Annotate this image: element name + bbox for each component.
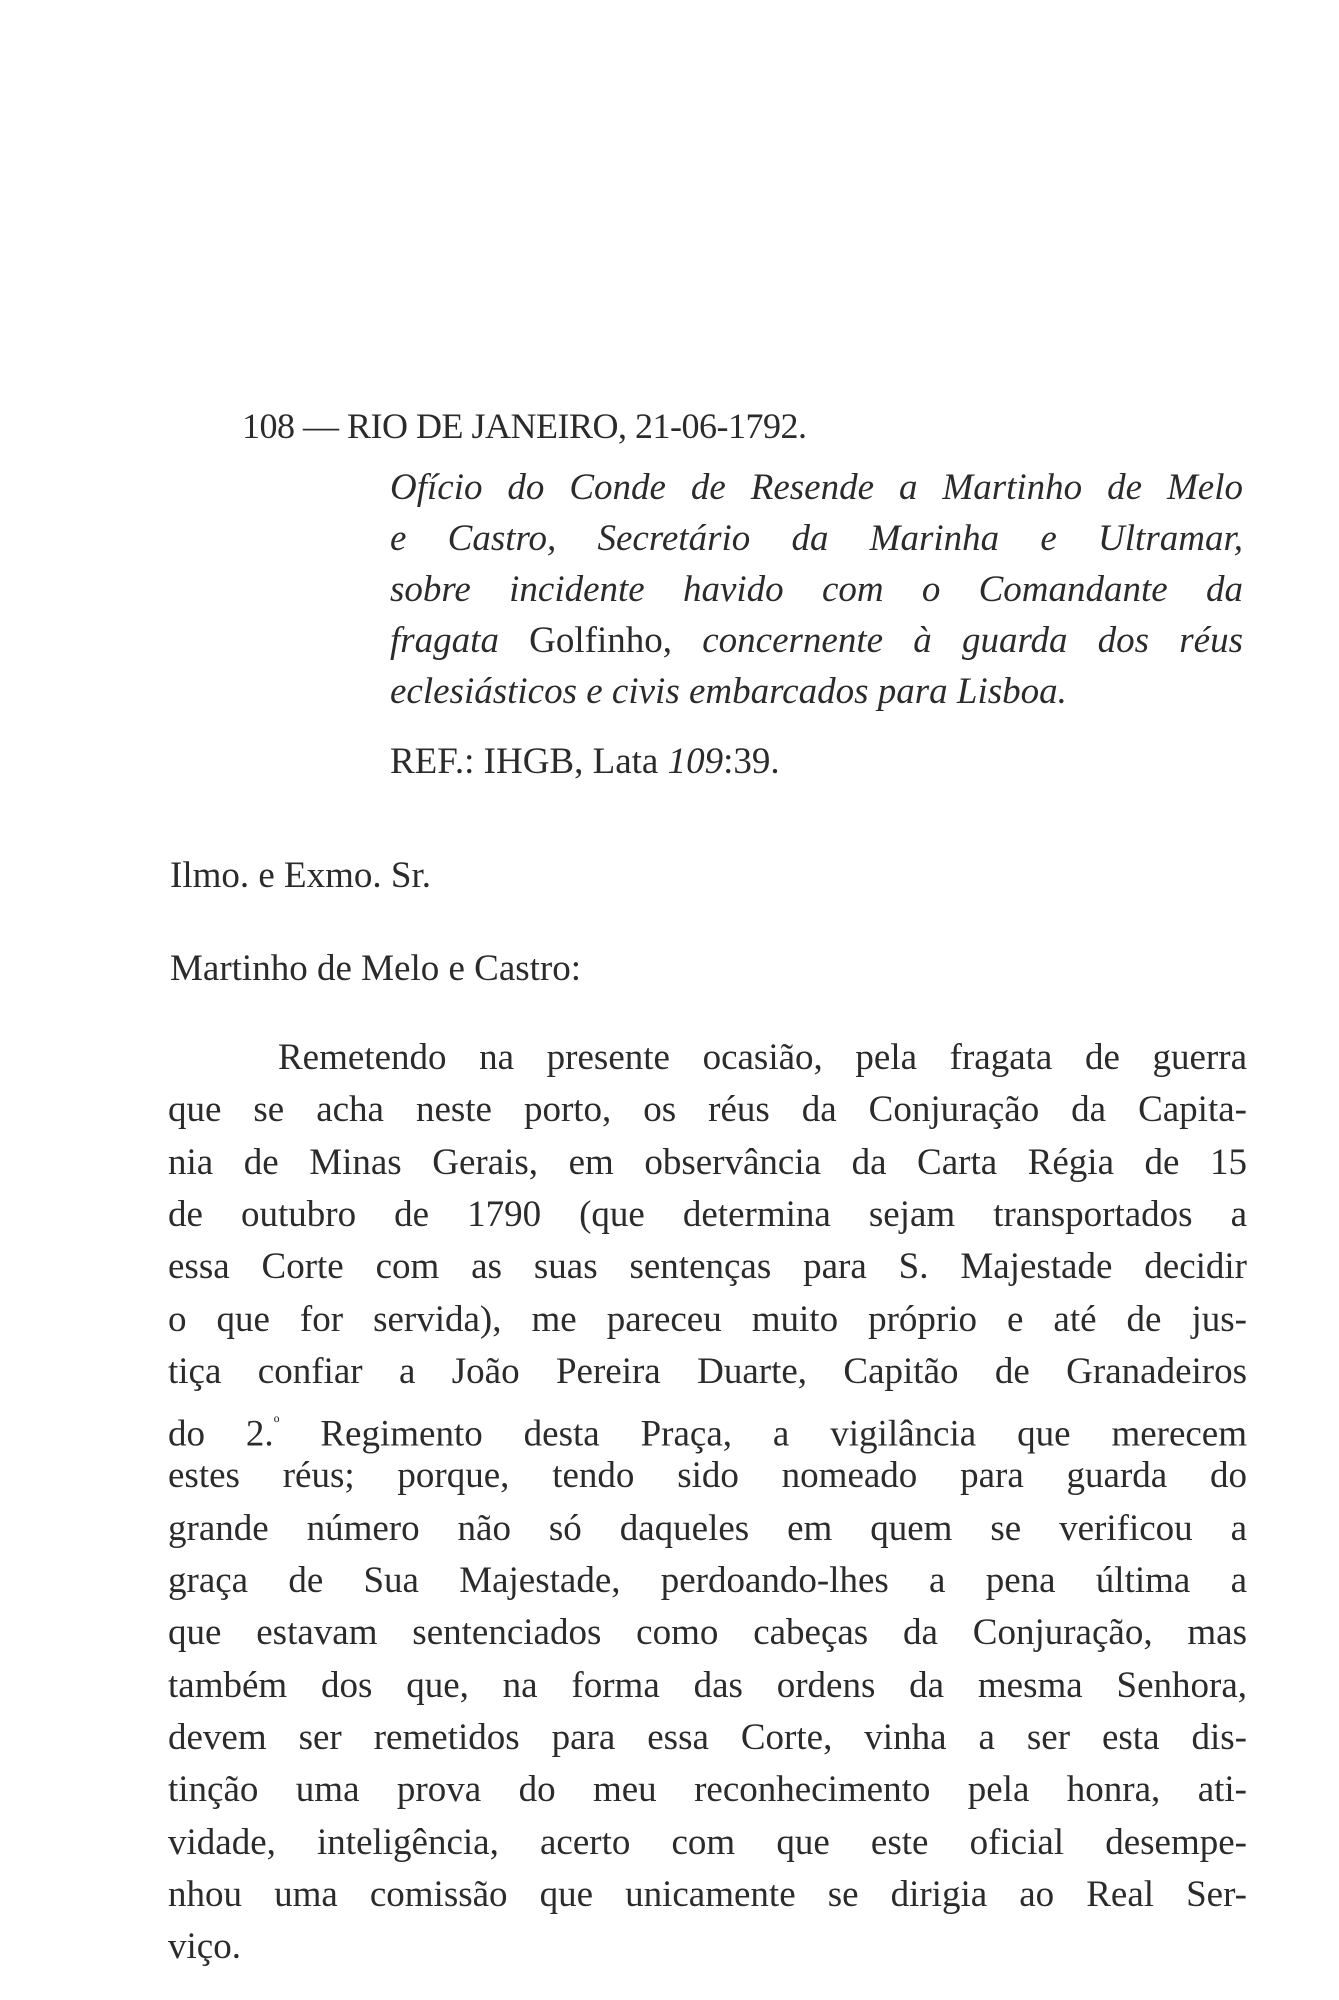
body-line: nia de Minas Gerais, em observância da Carta Régia de 15 bbox=[168, 1141, 1247, 1183]
text-segment: e Castro, Secretário da Marinha e Ultramar, bbox=[390, 518, 1243, 559]
summary-line bbox=[390, 615, 1243, 667]
reference-line bbox=[390, 736, 1243, 788]
text-segment: :39. bbox=[723, 741, 780, 782]
text-segment: Ofício do Conde de Resende a Martinho de Melo bbox=[390, 467, 1243, 508]
body-line: que estavam sentenciados como cabeças da Conjuração, mas bbox=[168, 1612, 1247, 1654]
text-segment: fragata bbox=[390, 620, 530, 661]
body-line: grande número não só daqueles em quem se verificou a bbox=[168, 1507, 1247, 1549]
body-line: de outubro de 1790 (que determina sejam transportados a bbox=[168, 1193, 1247, 1235]
text-segment: concernente à guarda dos réus bbox=[672, 620, 1243, 661]
body-line: essa Corte com as suas sentenças para S. Majestade decidir bbox=[168, 1246, 1247, 1288]
body-line: o que for servida), me pareceu muito próprio e até de jus- bbox=[168, 1298, 1247, 1340]
body-line: devem ser remetidos para essa Corte, vinha a ser esta dis- bbox=[168, 1716, 1247, 1758]
body-line: viço. bbox=[168, 1926, 241, 1968]
body-line: estes réus; porque, tendo sido nomeado para guarda do bbox=[168, 1455, 1247, 1497]
body-line: graça de Sua Majestade, perdoando-lhes a pena última a bbox=[168, 1560, 1247, 1601]
body-line: Remetendo na presente ocasião, pela fragata de guerra bbox=[278, 1037, 1247, 1078]
summary-line bbox=[390, 564, 1243, 616]
text-segment: 109 bbox=[667, 741, 724, 782]
text-segment: REF.: IHGB, Lata bbox=[390, 741, 668, 782]
body-line: vidade, inteligência, acerto com que este oficial desempe- bbox=[168, 1821, 1247, 1863]
body-line: tiça confiar a João Pereira Duarte, Capitão de Granadeiros bbox=[168, 1350, 1247, 1392]
summary-line bbox=[390, 513, 1243, 565]
summary-line bbox=[390, 666, 1243, 718]
text-segment: Golfinho, bbox=[529, 620, 673, 661]
ordinal-mark: º bbox=[273, 1414, 280, 1435]
salutation: Ilmo. e Exmo. Sr. bbox=[170, 855, 432, 896]
addressee: Martinho de Melo e Castro: bbox=[170, 948, 582, 989]
body-line: do 2.$^º$ Regimento desta Praça, a vigilância que merecem bbox=[168, 1413, 1248, 1455]
body-line: tinção uma prova do meu reconhecimento pela honra, ati- bbox=[168, 1769, 1247, 1811]
body-line: também dos que, na forma das ordens da mesma Senhora, bbox=[168, 1664, 1247, 1706]
summary-line bbox=[390, 462, 1243, 514]
text-segment: sobre incidente havido com o Comandante da bbox=[390, 569, 1243, 610]
body-line: nhou uma comissão que unicamente se dirigia ao Real Ser- bbox=[168, 1873, 1247, 1915]
text-segment: eclesiásticos e civis embarcados para Lisboa. bbox=[390, 671, 1067, 712]
document-heading: 108 — RIO DE JANEIRO, 21-06-1792. bbox=[242, 406, 807, 446]
body-line: que se acha neste porto, os réus da Conjuração da Capita- bbox=[168, 1089, 1247, 1131]
